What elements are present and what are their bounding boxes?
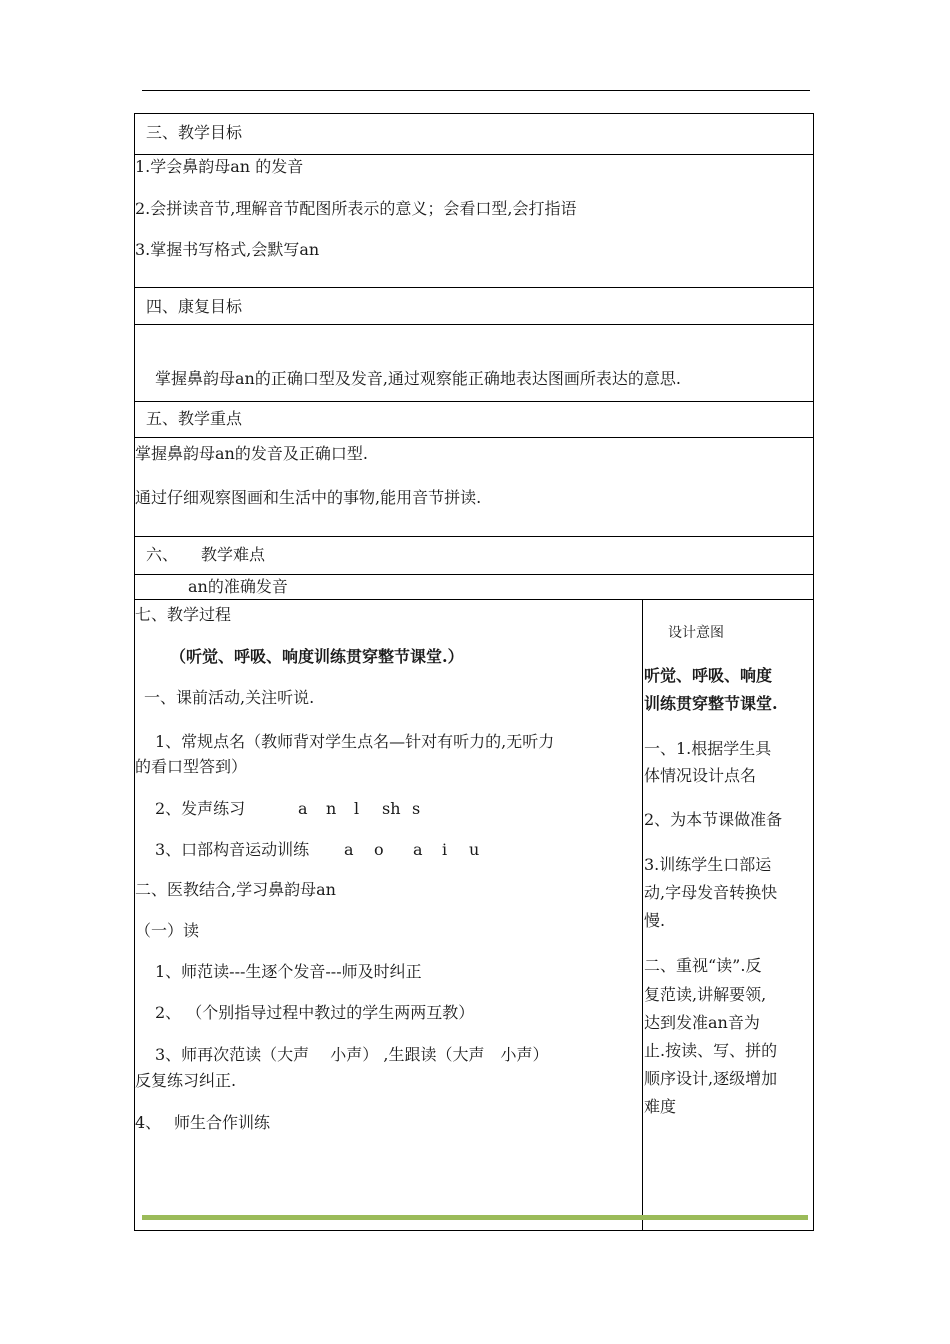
section5-title: 五、教学重点 xyxy=(146,409,243,428)
part2-heading: 二、医教结合,学习鼻韵母an xyxy=(135,880,336,899)
section3-title: 三、教学目标 xyxy=(146,123,243,142)
oral-sound: a xyxy=(413,840,423,859)
design-line: 止.按读、写、拼的 xyxy=(644,1041,778,1060)
step-rollcall-line1: 1、常规点名（教师背对学生点名—针对有听力的,无听力 xyxy=(155,732,555,751)
voicing-sound: a xyxy=(298,799,308,818)
row-divider xyxy=(134,437,814,438)
row-divider xyxy=(134,401,814,402)
read-step-4: 师生合作训练 xyxy=(174,1113,271,1132)
oral-sound: i xyxy=(442,840,448,859)
row-divider xyxy=(134,287,814,288)
section7-subtitle: （听觉、呼吸、响度训练贯穿整节课堂.） xyxy=(170,647,464,666)
design-line: 3.训练学生口部运 xyxy=(644,855,772,874)
read-step-4-number: 4、 xyxy=(135,1113,162,1132)
section6-number: 六、 xyxy=(146,545,179,564)
part1-heading: 一、课前活动,关注听说. xyxy=(144,688,315,707)
design-bold-line: 训练贯穿整节课堂. xyxy=(644,694,778,713)
read-step-1: 1、师范读---生逐个发音---师及时纠正 xyxy=(155,962,422,981)
header-rule xyxy=(142,90,810,91)
objective-3: 3.掌握书写格式,会默写an xyxy=(135,240,320,259)
voicing-sound: n xyxy=(326,799,337,818)
read-step-3-line1: 3、师再次范读（大声 小声） ,生跟读（大声 小声） xyxy=(155,1045,549,1064)
design-line: 一、1.根据学生具 xyxy=(644,739,772,758)
design-line: 顺序设计,逐级增加 xyxy=(644,1069,778,1088)
design-line: 达到发准an音为 xyxy=(644,1013,760,1032)
objective-1: 1.学会鼻韵母an 的发音 xyxy=(135,157,304,176)
design-bold-line: 听觉、呼吸、响度 xyxy=(644,666,773,685)
design-line: 复范读,讲解要领, xyxy=(644,985,767,1004)
design-title: 设计意图 xyxy=(668,625,724,641)
voicing-sound: l xyxy=(354,799,360,818)
read-step-3-line2: 反复练习纠正. xyxy=(135,1071,237,1090)
design-line: 难度 xyxy=(644,1097,677,1116)
step-rollcall-line2: 的看口型答到） xyxy=(135,757,248,776)
objective-2: 2.会拼读音节,理解音节配图所表示的意义；会看口型,会打指语 xyxy=(135,199,577,218)
design-line: 动,字母发音转换快 xyxy=(644,883,778,902)
voicing-sound: sh xyxy=(382,799,401,818)
oral-sound: o xyxy=(374,840,384,859)
design-line: 体情况设计点名 xyxy=(644,766,757,785)
rehab-goal: 掌握鼻韵母an的正确口型及发音,通过观察能正确地表达图画所表达的意思. xyxy=(155,369,682,388)
step-oral-label: 3、口部构音运动训练 xyxy=(155,840,310,859)
key-point-1: 掌握鼻韵母an的发音及正确口型. xyxy=(135,444,368,463)
difficulty-text: an的准确发音 xyxy=(188,577,288,596)
column-divider xyxy=(642,599,643,1231)
design-line: 2、为本节课做准备 xyxy=(644,810,783,829)
read-step-2: 2、 （个别指导过程中教过的学生两两互教） xyxy=(155,1003,475,1022)
section7-title: 七、教学过程 xyxy=(135,605,232,624)
oral-sound: u xyxy=(469,840,480,859)
row-divider xyxy=(134,324,814,325)
voicing-sound: s xyxy=(412,799,421,818)
section4-title: 四、康复目标 xyxy=(146,297,243,316)
row-divider xyxy=(134,536,814,537)
oral-sound: a xyxy=(344,840,354,859)
step-voicing-label: 2、发声练习 xyxy=(155,799,246,818)
section6-title: 教学难点 xyxy=(201,545,266,564)
footer-accent-bar xyxy=(142,1215,808,1220)
subsection-read: （一）读 xyxy=(135,921,200,940)
key-point-2: 通过仔细观察图画和生活中的事物,能用音节拼读. xyxy=(135,488,482,507)
design-line: 二、重视“读”.反 xyxy=(644,956,762,975)
design-line: 慢. xyxy=(644,911,666,930)
